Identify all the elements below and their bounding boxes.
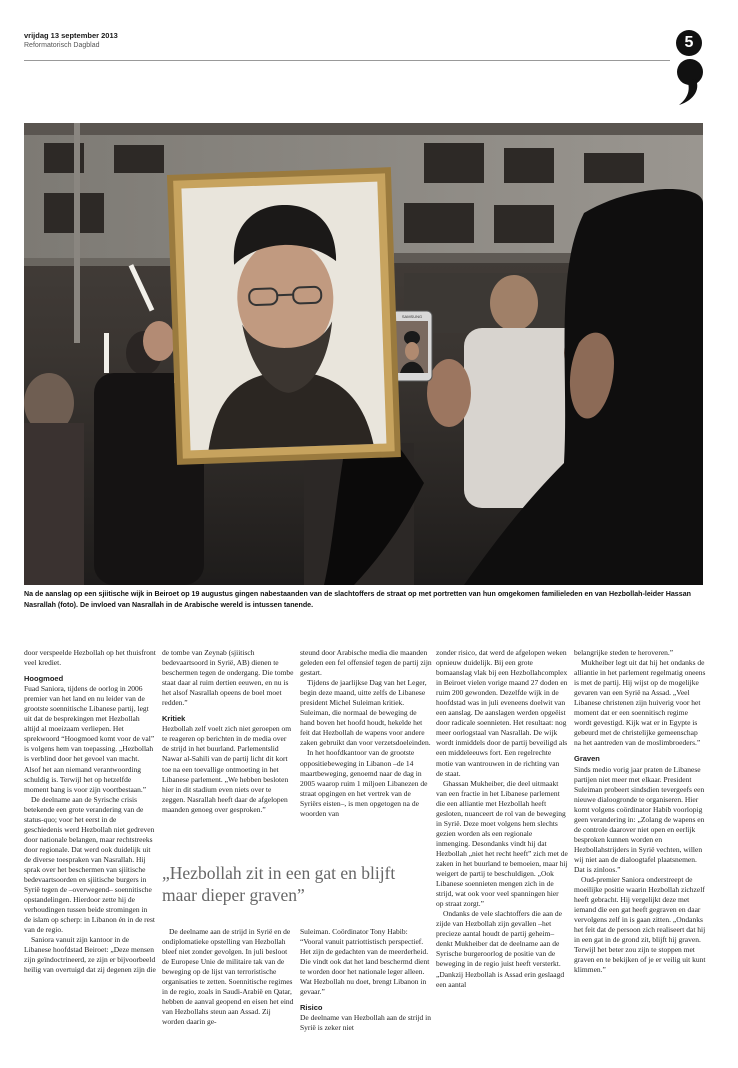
article-column-3-continued: [300, 927, 432, 1033]
paragraph: Fuad Saniora, tijdens de oorlog in 2006 premier van het land en nu leider van de grootste soennitische Libanese partij, legt uit dat de besprekingen met Hezbollah altijd al moeizaam verliepen. Het sprekwoord “Hoogmoed komt voor de val” is volgens hem van toepassing. „Hezbollah is verblind door het gevoel van macht. Alsof het aan niemand verantwoording schuldig is. Terwijl het op hetzelfde moment bang is voor zijn voortbestaan.”: [24, 684, 155, 794]
paragraph: In het hoofdkantoor van de grootste oppositiebeweging in Libanon –de 14 maartbeweging, genoemd naar de dag in 2005 waarop ruim 1 miljoen Libanezen de straat opgingen en het vertrek van de Syriërs eisten–, is men opgetogen na de woorden van: [300, 748, 428, 818]
paragraph: Saniora vanuit zijn kantoor in de Libanese hoofdstad Beiroet: „Deze mensen zijn geïndoctrineerd, ze zijn er bijvoorbeeld heilig van overtuigd dat zij degenen zijn die: [24, 935, 156, 975]
article-column-1: [24, 648, 156, 976]
paragraph: Ondanks de vele slachtoffers die aan de zijde van Hezbollah zijn gevallen –het precieze aantal houdt de partij geheim– denkt Mukheiber dat de deelname aan de Syrische burgeroorlog de positie van de beweging in de regio juist heeft versterkt. „Dankzij Hezbollah is Assad erin geslaagd een aantal: [436, 909, 565, 989]
paragraph: zonder risico, dat werd de afgelopen weken opnieuw duidelijk. Bij een grote bomaanslag vlak bij een Hezbollahcomplex in Beiroet vielen vorige maand 27 doden en ruim 200 gewonden. Dezelfde wijk in de hoofdstad was in juli eveneens doelwit van een aanslag. De aanslagen werden opgeëist door radicale soennieten. Het resultaat: nog meer oorlogstaal van Nasrallah. De wijk wordt inmiddels door de partij beveiligd als een middeleeuws fort. Een regelrechte motie van wantrouwen in de richting van de staat.: [436, 648, 568, 778]
paragraph: door verspeelde Hezbollah op het thuisfront veel krediet.: [24, 648, 156, 668]
photo-caption: Na de aanslag op een sjiitische wijk in Beiroet op 19 augustus gingen nabestaanden van de slachtoffers de straat op met portretten van hun omgekomen familieleden en van Hezbollah-leider Hassan Nasrallah (foto). De invloed van Nasrallah in de Arabische wereld is intussen tanende.: [24, 590, 691, 609]
paragraph: belangrijke steden te heroveren.”: [574, 648, 674, 657]
article-column-2-continued: [162, 927, 294, 1027]
paragraph: de tombe van Zeynab (sjiitisch bedevaartsoord in Syrië, AB) dienen te beschermen tegen de ondergang. Die tombe staat daar al ruim dertien eeuwen, en nu is het alsof Nasrallah opeens de boel moet redden.”: [162, 648, 294, 708]
paragraph: De deelname van Hezbollah aan de strijd in Syrië is zeker niet: [300, 1013, 431, 1033]
subheading-risico: Risico: [300, 1003, 323, 1013]
paragraph: Tijdens de jaarlijkse Dag van het Leger, begin deze maand, uitte zelfs de Libanese president Michel Suleiman kritiek. Suleiman, die normaal de beweging de hand boven het hoofd houdt, hekelde het feit dat Hezbollah de wapens voor andere zaken gebruikt dan voor verzetsdoeleinden.: [300, 678, 431, 748]
paragraph: Oud-premier Saniora onderstreept de moeilijke positie waarin Hezbollah zichzelf heeft gebracht. Hij vergelijkt deze met iemand die een gat heeft gegraven en daar vervolgens zelf in is gaan zitten. „Ondanks het feit dat de persoon zich realiseert dat hij in een gat in de grond zit, blijft hij graven. Terwijl het beter zou zijn te stoppen met graven en te bekijken of je er veilig uit kunt klimmen.”: [574, 875, 706, 975]
subheading-graven: Graven: [574, 754, 600, 764]
article-column-3: [300, 648, 432, 819]
masthead: [24, 31, 118, 51]
article-column-2: [162, 648, 294, 815]
paragraph: Suleiman. Coördinator Tony Habib: “Vooral vanuit patriottistisch perspectief. Het zijn de gedachten van de meerderheid. Die vindt ook dat het land beschermd dient te worden door het nationale leger alleen. Wat Hezbollah nu doet, brengt Libanon in gevaar.”: [300, 927, 430, 997]
pull-quote: „Hezbollah zit in een gat en blijft maar dieper graven”: [162, 863, 396, 905]
paragraph: De deelname aan de strijd in Syrië en de ondiplomatieke opstelling van Hezbollah bleef niet zonder gevolgen. In juli besloot de Europese Unie de militaire tak van de beweging op de lijst van terroristische organisaties te zetten. Soennitische regimes in de regio, zoals in Saudi-Arabië en Qatar, hebben de aanval geopend en eisen het eind van Hezbollahs steun aan Assad. Zij worden daarin ge-: [162, 927, 294, 1027]
issue-date: vrijdag 13 september 2013: [24, 31, 118, 40]
paragraph: Ghassan Mukheiber, die deel uitmaakt van een fractie in het Libanese parlement die een alliantie met Hezbollah heeft gesloten, nuanceert de rol van de beweging in Syrië. Deze moet volgens hem slechts gezien worden als een regionale inmenging. Desondanks vindt hij dat Hezbollah „niet het recht heeft” zich met de zaken in het buurland te bemoeien, maar hij weigert de partij te beschuldigen. „Ook Libanese soennieten mengen zich in de strijd, wat ook voor veel spanningen hier op straat zorgt.”: [436, 778, 568, 909]
header-rule: [24, 60, 670, 61]
newspaper-name: Reformatorisch Dagblad: [24, 42, 100, 49]
article-column-4: [436, 648, 568, 990]
paragraph: steund door Arabische media die maanden geleden een fel offensief tegen de partij zijn gestart.: [300, 648, 432, 678]
phone-brand-label: SAMSUNG: [401, 314, 423, 319]
subheading-hoogmoed: Hoogmoed: [24, 674, 64, 684]
paragraph: De deelname aan de Syrische crisis betekende een grote verandering van de status-quo; voor het eerst in de geschiedenis werd Hezbollah niet gedreven door nationale belangen, maar rechtstreeks door regionale. Dat werd ook duidelijk uit de diverse toespraken van Nasrallah. Hij sprak over het beschermen van sjiitische bedevaartsoorden en sjiitische burgers in Syrië tegen de –overwegend– soennitische opstandelingen. Hierdoor zette hij de verhoudingen tussen beide stromingen in de islam op scherp: in Libanon én in de rest van de regio.: [24, 794, 156, 935]
photo-illustration: [24, 123, 703, 585]
article-column-5: [574, 648, 706, 976]
paragraph: Mukheiber legt uit dat hij het ondanks de alliantie in het parlement regelmatig oneens is met de partij. Hij wijst op de mogelijke gevaren van een Syrië na Assad. „Veel Libanese christenen zijn huiverig voor het moment dat er een soennitisch regime wordt gevestigd. Kijk wat er in Egypte is gebeurd met de christelijke gemeenschap na het aantreden van de moslimbroeders.”: [574, 658, 706, 748]
news-photo: [24, 123, 703, 585]
paragraph: Hezbollah zelf voelt zich niet geroepen om te reageren op berichten in de media over de strijd in het buurland. Parlementslid Nawar al-Sahili van de partij licht dit kort toe na een toevallige ontmoeting in het Libanese parlement. „We hebben besloten hier in dit stadium even niets over te zeggen. Nasrallah heeft daar de afgelopen maanden genoeg over gesproken.”: [162, 724, 292, 814]
page-number-badge: 5: [676, 30, 702, 56]
subheading-kritiek: Kritiek: [162, 714, 186, 724]
paragraph: Sinds medio vorig jaar praten de Libanese partijen niet meer met elkaar. President Suleiman probeert sindsdien tevergeefs een nieuwe dialoogronde te organiseren. Hier komt volgens coördinator Habib voorlopig geen verandering in: „Zolang de wapens en de controle daarover niet open en eerlijk besproken kunnen worden en Hezbollahstrijders in Syrië vechten, willen wij niet aan de dialoogtafel plaatsnemen. Dat is zinloos.”: [574, 764, 705, 874]
comma-logo-icon: [673, 58, 707, 106]
